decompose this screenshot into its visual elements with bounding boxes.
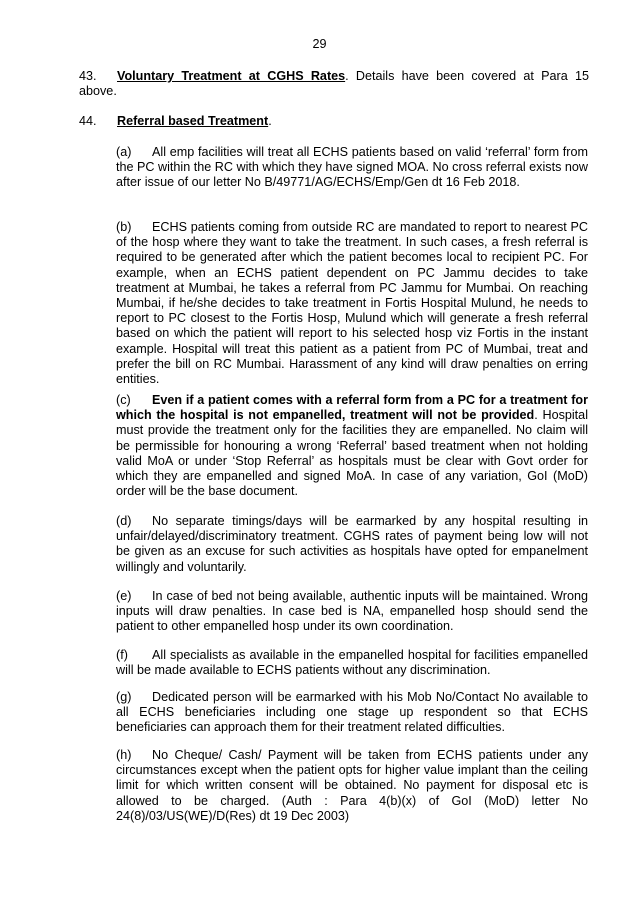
subpara-c-label: (c) — [116, 393, 131, 407]
subpara-b-text: ECHS patients coming from outside RC are mandated to report to nearest PC of the hosp where they want to take the treatment. In such cases, a fresh referral is required to be generated after which the patient becomes local to recipient PC. For example, when an ECHS patient dependent on PC Jammu decides to take treatment at Mumbai, he takes a referral from PC Jammu for Mumbai. On reaching Mumbai, if he/she decides to take treatment in Fortis Hospital Mulund, he needs to report to PC closest to the Fortis Hosp, Mulund which will generate a fresh referral based on which the patient will report to his selected hosp viz Fortis in the instant example. Hospital will treat this patient as a patient from PC of Mumbai, treat and prefer the bill on RC Mumbai. Harassment of any kind will draw penalties on erring entities. — [116, 220, 588, 387]
subpara-f — [116, 648, 588, 678]
subpara-f-label: (f) — [116, 648, 128, 662]
subpara-e-label: (e) — [116, 589, 132, 603]
para-43-text: . Details have been covered at Para 15 above. — [79, 69, 589, 99]
subpara-b-label: (b) — [116, 220, 132, 234]
subpara-c-bold-text: Even if a patient comes with a referral form from a PC for a treatment for which the hospital is not empanelled, treatment will not be provided — [116, 393, 588, 423]
subpara-h-label: (h) — [116, 748, 132, 762]
subpara-c-text: . Hospital must provide the treatment only for the facilities they are empanelled. No claim will be permissible for honouring a wrong ‘Referral’ based treatment when not holding valid MoA or under ‘Stop Referral’ as hospitals must be clear with Govt order for which they are empanelled and signed MoA. In case of any variation, GoI (MoD) order will be the base document. — [116, 408, 588, 499]
subpara-g-label: (g) — [116, 690, 132, 704]
para-44-title: Referral based Treatment — [117, 114, 269, 128]
subpara-d — [116, 514, 588, 575]
subpara-g-text: Dedicated person will be earmarked with his Mob No/Contact No available to all ECHS beneficiaries including one stage up respondent so that ECHS beneficiaries can approach them for their treatment related difficulties. — [116, 690, 588, 735]
subpara-d-text: No separate timings/days will be earmarked by any hospital resulting in unfair/delayed/discriminatory treatment. CGHS rates of payment being low will not be given as an excuse for such activities as hospitals have opted for empanelment willingly and voluntarily. — [116, 514, 588, 574]
subpara-a-text: All emp facilities will treat all ECHS patients based on valid ‘referral’ form from the PC within the RC with which they have signed MOA. No cross referral exists now after issue of our letter No B/49771/AG/ECHS/Emp/Gen dt 16 Feb 2018. — [116, 145, 588, 190]
para-43-number: 43. — [79, 69, 97, 83]
subpara-e-text: In case of bed not being available, authentic inputs will be maintained. Wrong inputs will draw penalties. In case bed is NA, empanelled hosp should send the patient to other empanelled hosp under its own coordination. — [116, 589, 588, 634]
para-44-title-suffix: . — [268, 114, 272, 128]
subpara-c — [116, 393, 588, 499]
para-43 — [79, 69, 589, 99]
subpara-b — [116, 220, 588, 387]
para-44 — [79, 114, 589, 129]
para-44-number: 44. — [79, 114, 97, 128]
subpara-d-label: (d) — [116, 514, 132, 528]
para-43-title: Voluntary Treatment at CGHS Rates — [117, 69, 346, 83]
page-number: 29 — [312, 37, 327, 51]
subpara-g — [116, 690, 588, 736]
subpara-e — [116, 589, 588, 635]
subpara-h — [116, 748, 588, 824]
subpara-a-label: (a) — [116, 145, 132, 159]
subpara-f-text: All specialists as available in the empanelled hospital for facilities empanelled will be made available to ECHS patients without any discrimination. — [116, 648, 588, 678]
subpara-a — [116, 145, 588, 191]
subpara-h-text: No Cheque/ Cash/ Payment will be taken from ECHS patients under any circumstances except when the patient opts for higher value implant than the ceiling limit for which written consent will be obtained. No payment for disposal etc is allowed to be charged. (Auth : Para 4(b)(x) of GoI (MoD) letter No 24(8)/03/US(WE)/D(Res) dt 19 Dec 2003) — [116, 748, 588, 823]
